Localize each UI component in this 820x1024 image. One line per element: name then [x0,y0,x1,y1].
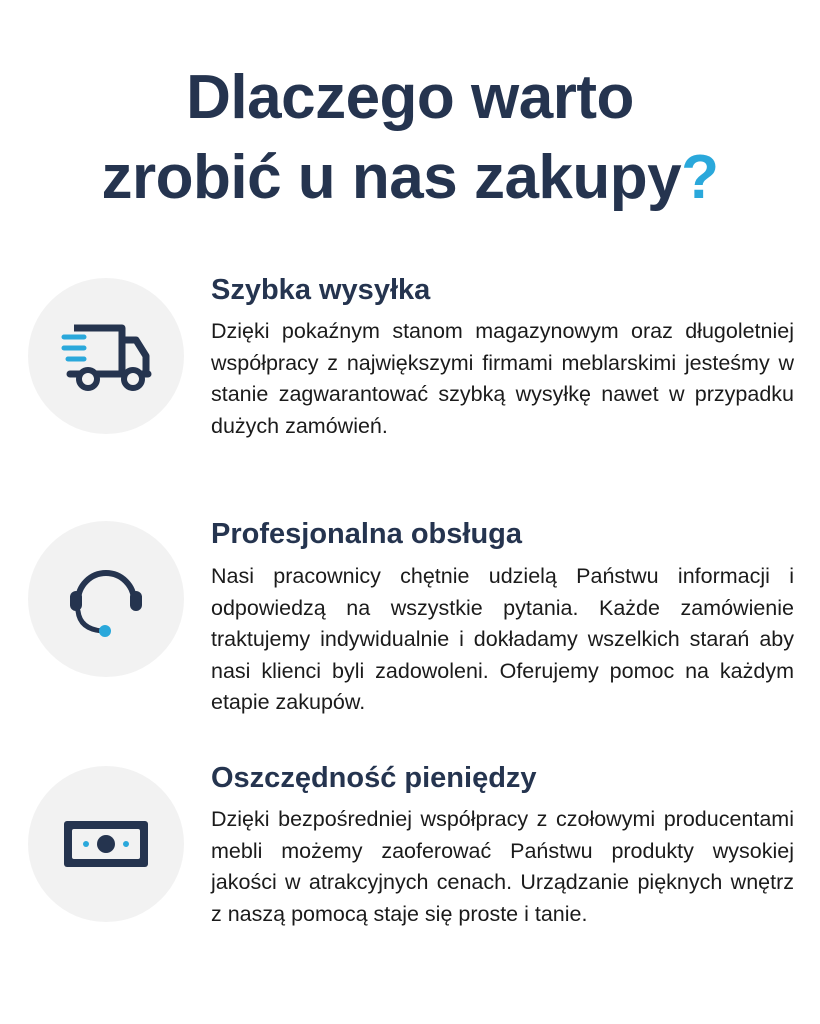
headset-icon [28,521,184,677]
delivery-truck-icon-circle [28,278,184,434]
feature-title: Oszczędność pieniędzy [211,762,537,794]
page-title [0,58,820,218]
banknote-icon-circle [28,766,184,922]
title-line-2: zrobić u nas zakupy [101,143,682,212]
feature-title: Profesjonalna obsługa [211,518,522,550]
banknote-icon [28,766,184,922]
title-question-mark: ? [681,143,719,212]
delivery-truck-icon [28,278,184,434]
title-line-1: Dlaczego warto [186,63,634,132]
headset-icon-circle [28,521,184,677]
feature-description: Nasi pracownicy chętnie udzielą Państwu informacji i odpowiedzą na wszystkie pytania. Każde zamówienie traktujemy indywidualnie i dokładamy wszelkich starań aby nasi klienci byli zadowoleni. Oferujemy pomoc na każdym etapie zakupów. [211,564,794,714]
feature-description: Dzięki bezpośredniej współpracy z czołowymi producentami mebli możemy zaoferować Państwu produkty wysokiej jakości w atrakcyjnych cenach. Urządzanie pięknych wnętrz z naszą pomocą staje się proste i tanie. [211,807,794,926]
feature-title: Szybka wysyłka [211,274,431,306]
feature-description: Dzięki pokaźnym stanom magazynowym oraz długoletniej współpracy z największymi firmami meblarskimi jesteśmy w stanie zagwarantować szybką wysyłkę nawet w przypadku dużych zamówień. [211,319,794,438]
